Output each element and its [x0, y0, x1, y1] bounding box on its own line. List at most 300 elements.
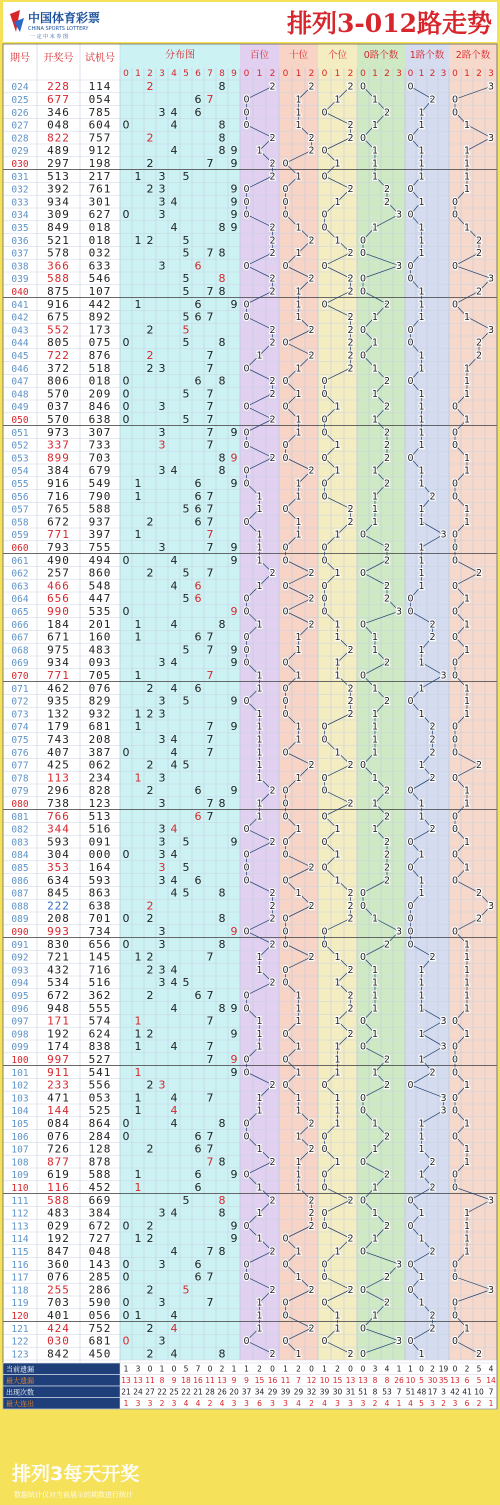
- dist-mark: 1: [134, 617, 142, 631]
- dist-mark: 8: [218, 1001, 226, 1015]
- period-number: 087: [11, 888, 29, 900]
- c0-mark: 1: [371, 1144, 379, 1156]
- ge-mark: 2: [347, 888, 354, 900]
- ge-mark: 2: [347, 312, 354, 324]
- ge-mark: 1: [334, 1067, 341, 1079]
- draw-number: 656: [47, 592, 70, 606]
- bai-mark: 0: [243, 606, 250, 618]
- shi-mark: 1: [295, 632, 302, 644]
- draw-number: 726: [47, 1142, 70, 1156]
- trial-number: 091: [88, 835, 112, 849]
- trial-number: 638: [88, 413, 112, 426]
- period-number: 114: [11, 1234, 29, 1246]
- shi-mark: 1: [295, 248, 302, 260]
- trial-number: 757: [88, 131, 112, 145]
- c1-mark: 3: [440, 1016, 447, 1028]
- draw-number: 588: [47, 272, 70, 286]
- c1-mark: 2: [429, 491, 436, 503]
- period-number: 058: [11, 517, 29, 529]
- ge-mark: 2: [347, 273, 354, 285]
- trial-number: 483: [88, 643, 112, 657]
- shi-mark: 1: [295, 478, 302, 490]
- ge-mark: 2: [347, 286, 354, 298]
- bai-mark: 0: [243, 1118, 250, 1130]
- period-number: 079: [11, 786, 29, 798]
- draw-number: 990: [47, 605, 70, 618]
- shi-mark: 1: [295, 1092, 302, 1104]
- ge-mark: 0: [321, 862, 328, 874]
- c0-mark: 2: [383, 849, 391, 861]
- c0-header-digit: 3: [396, 69, 402, 79]
- dist-mark: 4: [170, 1309, 178, 1322]
- c1-mark: 1: [418, 760, 425, 772]
- bai-mark: 0: [243, 875, 250, 887]
- period-number: 080: [11, 799, 29, 810]
- dist-mark: 0: [122, 1334, 130, 1348]
- draw-number: 842: [47, 1347, 70, 1361]
- c2-mark: 0: [451, 1054, 459, 1066]
- c1-mark: 3: [440, 1105, 447, 1117]
- dist-mark: 7: [206, 566, 214, 580]
- c2-mark: 0: [451, 824, 459, 836]
- c2-mark: 0: [451, 811, 459, 823]
- shi-mark: 0: [282, 452, 289, 464]
- dist-mark: 2: [146, 1321, 154, 1335]
- ge-mark: 1: [334, 1156, 341, 1168]
- ge-mark: 1: [334, 440, 341, 452]
- c2-mark: 0: [451, 1182, 459, 1194]
- bai-mark: 2: [269, 337, 276, 349]
- period-number: 040: [11, 287, 29, 298]
- bai-stat-value: 2: [257, 1364, 262, 1374]
- ge-mark: 0: [321, 1169, 328, 1181]
- c0-mark: 0: [359, 619, 367, 631]
- draw-number: 407: [47, 745, 70, 759]
- bai-stat-value: 3: [244, 1399, 249, 1408]
- c2-mark: 2: [475, 760, 483, 772]
- c0-mark: 0: [359, 1284, 367, 1296]
- c0-mark: 2: [383, 836, 391, 848]
- ge-mark: 1: [334, 196, 341, 208]
- c0-stat-value: 8: [372, 1387, 378, 1397]
- draw-number: 916: [47, 477, 70, 490]
- draw-number: 029: [47, 1219, 70, 1233]
- draw-number: 593: [47, 835, 70, 849]
- dist-mark: 7: [206, 1129, 214, 1143]
- c0-mark: 0: [359, 132, 367, 144]
- dist-mark: 8: [218, 118, 226, 132]
- dist-mark: 7: [206, 1245, 214, 1258]
- period-number: 117: [11, 1272, 29, 1284]
- dist-stat-value: 11: [205, 1376, 215, 1385]
- period-number: 085: [11, 863, 29, 874]
- draw-number: 344: [47, 822, 70, 836]
- shi-mark: 0: [282, 196, 289, 208]
- shi-mark: 1: [295, 644, 302, 656]
- c2-mark: 1: [463, 184, 471, 196]
- period-number: 063: [11, 581, 29, 593]
- c1-mark: 1: [418, 1054, 425, 1066]
- draw-number: 805: [47, 336, 70, 350]
- draw-number: 997: [47, 1053, 70, 1066]
- draw-number: 257: [47, 566, 70, 580]
- c0-mark: 1: [371, 158, 379, 170]
- dist-mark: 5: [182, 246, 190, 260]
- c1-stat-value: 3: [441, 1387, 446, 1397]
- c1-mark: 1: [418, 440, 425, 452]
- bai-mark: 1: [256, 1016, 263, 1028]
- dist-stat-value: 1: [231, 1364, 237, 1374]
- bai-mark: 0: [243, 644, 250, 656]
- period-number: 050: [11, 415, 29, 426]
- bai-mark: 2: [269, 452, 276, 464]
- ge-mark: 0: [321, 388, 328, 400]
- shi-mark: 1: [295, 1169, 302, 1181]
- shi-mark: 0: [282, 657, 289, 669]
- dist-mark: 1: [134, 1104, 142, 1118]
- dist-mark: 7: [206, 1053, 214, 1066]
- dist-mark: 9: [230, 1065, 238, 1079]
- trial-number: 535: [88, 605, 112, 618]
- c0-mark: 0: [359, 248, 367, 260]
- trial-number: 548: [88, 579, 112, 593]
- bai-mark: 1: [256, 811, 263, 823]
- c0-mark: 1: [371, 721, 379, 733]
- c0-mark: 1: [371, 683, 379, 695]
- c2-stat-value: 41: [462, 1387, 472, 1397]
- draw-number: 534: [47, 976, 70, 990]
- dist-stat-value: 1: [123, 1364, 129, 1374]
- shi-mark: 0: [282, 1080, 289, 1092]
- c2-header-digit: 0: [452, 69, 458, 79]
- c1-mark: 0: [407, 452, 414, 464]
- c0-header: 0路个数: [363, 50, 399, 61]
- trial-number: 860: [88, 566, 112, 580]
- dist-stat-value: 25: [169, 1387, 179, 1397]
- bai-stat-value: 37: [241, 1387, 252, 1397]
- dist-stat-value: 2: [207, 1399, 213, 1408]
- c1-stat-value: 17: [427, 1387, 438, 1397]
- c0-mark: 2: [383, 427, 391, 439]
- ge-stat-value: 4: [322, 1399, 327, 1408]
- dist-mark: 0: [122, 336, 130, 350]
- c0-mark: 0: [359, 235, 367, 247]
- dist-mark: 4: [170, 195, 178, 209]
- dist-mark: 5: [182, 886, 190, 900]
- dist-mark: 1: [134, 1181, 142, 1194]
- ge-mark: 0: [321, 299, 328, 311]
- c2-mark: 1: [463, 171, 471, 183]
- dist-stat-value: 22: [181, 1387, 191, 1397]
- c2-mark: 3: [487, 81, 495, 93]
- draw-number: 849: [47, 221, 70, 234]
- dist-mark: 1: [134, 630, 142, 644]
- c0-mark: 0: [359, 1105, 367, 1117]
- shi-mark: 0: [282, 849, 289, 861]
- bai-mark: 0: [243, 94, 250, 106]
- c0-stat-value: 53: [382, 1387, 392, 1397]
- bai-mark: 0: [243, 478, 250, 490]
- period-number: 116: [11, 1259, 29, 1271]
- ge-mark: 0: [321, 1080, 328, 1092]
- trial-number: 716: [88, 963, 112, 977]
- bai-mark: 2: [269, 1080, 276, 1092]
- trial-number: 755: [88, 541, 112, 554]
- c1-stat-value: 19: [438, 1364, 449, 1374]
- c1-mark: 1: [418, 196, 425, 208]
- c0-stat-value: 4: [384, 1364, 390, 1374]
- c0-mark: 2: [383, 811, 391, 823]
- dist-mark: 3: [158, 259, 166, 273]
- c2-mark: 1: [463, 1144, 471, 1156]
- c2-mark: 0: [451, 1092, 459, 1104]
- c1-mark: 1: [418, 478, 425, 490]
- draw-number: 084: [47, 1117, 70, 1130]
- draw-number: 703: [47, 1296, 70, 1310]
- header-distribution: 分布图: [165, 50, 195, 61]
- c2-stat-value: 13: [450, 1376, 460, 1385]
- c2-mark: 0: [451, 299, 459, 311]
- dist-mark: 4: [170, 848, 178, 862]
- period-number: 026: [11, 107, 29, 119]
- c1-mark: 0: [407, 900, 414, 912]
- shi-mark: 2: [308, 145, 315, 157]
- c1-mark: 3: [440, 670, 447, 682]
- ge-mark: 0: [321, 427, 328, 439]
- bai-mark: 0: [243, 1131, 250, 1143]
- dist-mark: 9: [230, 477, 238, 490]
- trial-number: 527: [88, 1053, 112, 1066]
- shi-mark: 2: [308, 1195, 315, 1207]
- period-number: 097: [11, 1016, 29, 1028]
- ge-mark: 2: [347, 798, 354, 810]
- dist-header-digit: 6: [195, 69, 201, 79]
- shi-mark: 2: [308, 1220, 315, 1232]
- draw-number: 934: [47, 195, 70, 209]
- ge-mark: 1: [334, 747, 341, 759]
- c2-mark: 0: [451, 747, 459, 759]
- dist-mark: 8: [218, 937, 226, 951]
- draw-number: 076: [47, 1129, 70, 1143]
- dist-stat-value: 13: [121, 1376, 131, 1385]
- shi-mark: 0: [282, 747, 289, 759]
- c1-mark: 2: [429, 1246, 436, 1258]
- dist-mark: 8: [218, 285, 226, 298]
- period-number: 043: [11, 325, 29, 337]
- period-number: 028: [11, 133, 29, 145]
- trial-number: 785: [88, 105, 112, 119]
- period-number: 054: [11, 466, 29, 478]
- c0-mark: 2: [383, 1272, 391, 1284]
- dist-header-digit: 7: [207, 69, 213, 79]
- c2-mark: 1: [463, 376, 471, 388]
- bai-mark: 1: [256, 491, 263, 503]
- dist-mark: 4: [170, 758, 178, 772]
- trial-number: 018: [88, 374, 112, 388]
- bai-mark: 2: [269, 414, 276, 426]
- c2-mark: 0: [451, 427, 459, 439]
- trial-number: 846: [88, 400, 112, 414]
- c1-mark: 1: [418, 1208, 425, 1220]
- c0-stat-value: 4: [384, 1399, 390, 1408]
- c1-mark: 2: [429, 1182, 436, 1194]
- dist-mark: 8: [218, 617, 226, 631]
- ge-mark: 0: [321, 836, 328, 848]
- c1-mark: 1: [418, 708, 425, 720]
- dist-mark: 7: [206, 669, 214, 682]
- trial-number: 450: [88, 1347, 112, 1361]
- trial-number: 198: [88, 157, 112, 170]
- ge-mark: 0: [321, 1182, 328, 1194]
- dist-mark: 5: [182, 592, 190, 606]
- ge-mark: 2: [347, 696, 354, 708]
- c1-mark: 0: [407, 324, 414, 336]
- period-number: 037: [11, 248, 29, 260]
- c2-mark: 0: [451, 94, 459, 106]
- dist-mark: 0: [122, 1219, 130, 1233]
- dist-stat-value: 13: [133, 1376, 143, 1385]
- c0-mark: 0: [359, 760, 367, 772]
- draw-number: 366: [47, 259, 70, 273]
- dist-mark: 1: [134, 1168, 142, 1182]
- draw-number: 570: [47, 387, 70, 401]
- ge-mark: 2: [347, 1028, 354, 1040]
- c1-mark: 1: [418, 1028, 425, 1040]
- shi-header-digit: 1: [295, 69, 302, 79]
- trial-number: 107: [88, 285, 112, 298]
- ge-mark: 1: [334, 1118, 341, 1130]
- bai-mark: 1: [256, 1041, 263, 1053]
- dist-mark: 7: [206, 515, 214, 529]
- draw-number: 233: [47, 1078, 70, 1092]
- c2-mark: 1: [463, 1220, 471, 1232]
- period-number: 025: [11, 95, 29, 106]
- c2-stat-value: 2: [476, 1399, 482, 1408]
- dist-mark: 3: [158, 822, 166, 836]
- c1-mark: 0: [407, 836, 414, 848]
- c1-mark: 0: [407, 337, 414, 349]
- shi-mark: 1: [295, 990, 302, 1002]
- c2-mark: 2: [475, 248, 483, 260]
- c1-mark: 1: [418, 388, 425, 400]
- c2-mark: 0: [451, 580, 459, 592]
- period-number: 098: [11, 1029, 29, 1041]
- c2-mark: 1: [463, 1080, 471, 1092]
- c1-mark: 1: [418, 1144, 425, 1156]
- ge-mark: 0: [321, 1336, 328, 1348]
- c1-mark: 1: [418, 542, 425, 554]
- dist-stat-value: 16: [193, 1376, 203, 1385]
- dist-mark: 3: [158, 797, 166, 810]
- shi-mark: 1: [295, 670, 302, 682]
- dist-mark: 9: [230, 221, 238, 234]
- dist-stat-value: 7: [195, 1364, 201, 1374]
- dist-mark: 5: [182, 694, 190, 708]
- dist-header-digit: 1: [135, 69, 141, 79]
- dist-mark: 9: [230, 541, 238, 554]
- period-number: 076: [11, 747, 29, 759]
- draw-number: 384: [47, 464, 70, 478]
- c1-mark: 1: [418, 1272, 425, 1284]
- dist-mark: 7: [206, 733, 214, 746]
- dist-mark: 4: [170, 963, 178, 977]
- ge-mark: 2: [347, 120, 354, 132]
- c2-mark: 1: [463, 977, 471, 989]
- c2-mark: 1: [463, 1118, 471, 1130]
- shi-mark: 1: [295, 888, 302, 900]
- shi-mark: 1: [295, 1041, 302, 1053]
- shi-mark: 1: [295, 120, 302, 132]
- trial-number: 937: [88, 515, 112, 529]
- dist-mark: 3: [158, 707, 166, 721]
- dist-mark: 6: [194, 1129, 202, 1143]
- shi-mark: 2: [308, 1208, 315, 1220]
- trial-number: 048: [88, 1245, 112, 1258]
- dist-mark: 0: [122, 1296, 130, 1310]
- c2-mark: 1: [463, 414, 471, 426]
- dist-stat-value: 3: [147, 1399, 153, 1408]
- c1-mark: 1: [418, 107, 425, 119]
- shi-mark: 2: [308, 900, 315, 912]
- period-number: 034: [11, 210, 29, 222]
- shi-mark: 0: [282, 504, 289, 516]
- dist-mark: 4: [170, 681, 178, 695]
- draw-number: 372: [47, 361, 70, 375]
- shi-mark: 1: [295, 721, 302, 733]
- ge-mark: 0: [321, 1208, 328, 1220]
- c2-mark: 0: [451, 1259, 459, 1271]
- trial-number: 593: [88, 873, 112, 887]
- dist-mark: 7: [206, 425, 214, 439]
- c1-mark: 1: [418, 644, 425, 656]
- dist-mark: 4: [170, 464, 178, 478]
- draw-number: 076: [47, 1270, 70, 1284]
- draw-number: 521: [47, 233, 70, 247]
- bai-mark: 1: [256, 721, 263, 733]
- dist-mark: 8: [218, 1117, 226, 1130]
- trial-number: 638: [88, 899, 112, 913]
- shi-mark: 1: [295, 299, 302, 311]
- c0-mark: 2: [383, 1054, 391, 1066]
- c1-mark: 0: [407, 81, 414, 93]
- dist-mark: 4: [170, 553, 178, 567]
- c1-stat-value: 48: [416, 1387, 427, 1397]
- period-number: 075: [11, 735, 29, 746]
- shi-mark: 0: [282, 683, 289, 695]
- c0-mark: 2: [383, 875, 391, 887]
- draw-number: 738: [47, 797, 70, 810]
- trial-number: 701: [88, 912, 112, 926]
- c1-mark: 1: [418, 171, 425, 183]
- c0-mark: 2: [383, 542, 391, 554]
- shi-mark: 0: [282, 708, 289, 720]
- dist-stat-value: 21: [193, 1387, 203, 1397]
- bai-mark: 0: [243, 120, 250, 132]
- dist-mark: 2: [146, 1078, 154, 1092]
- c0-mark: 1: [371, 1003, 379, 1015]
- dist-mark: 8: [218, 1245, 226, 1258]
- dist-mark: 9: [230, 1001, 238, 1015]
- trial-number: 516: [88, 822, 112, 836]
- shi-mark: 0: [282, 542, 289, 554]
- dist-mark: 8: [218, 144, 226, 158]
- draw-number: 743: [47, 733, 70, 746]
- bai-mark: 1: [256, 580, 263, 592]
- c1-mark: 1: [418, 977, 425, 989]
- dist-mark: 5: [182, 413, 190, 426]
- dist-mark: 0: [122, 1129, 130, 1143]
- dist-mark: 5: [182, 169, 190, 183]
